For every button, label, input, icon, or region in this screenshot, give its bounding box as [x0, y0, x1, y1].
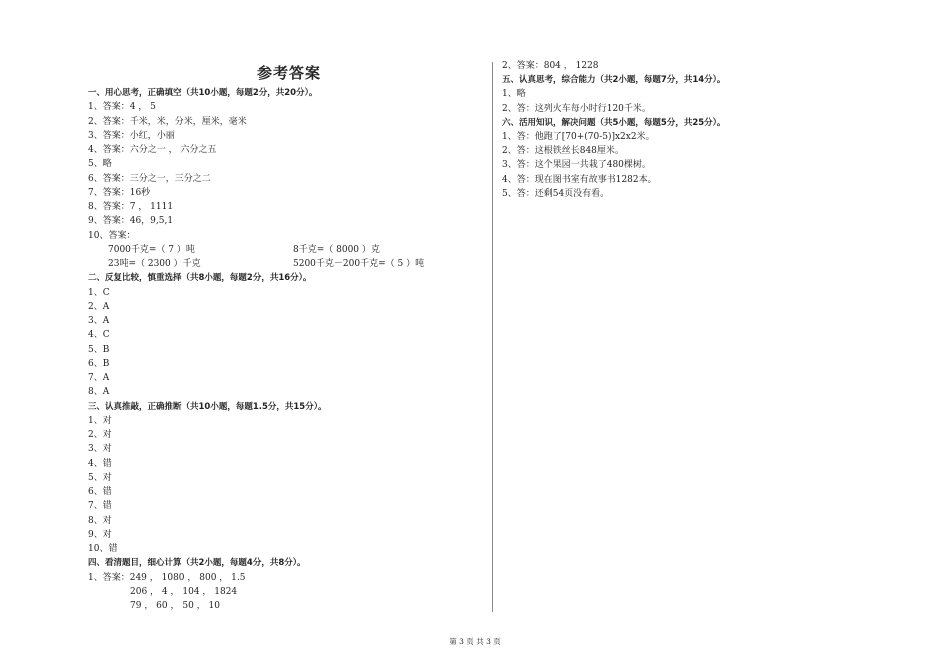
- answer-line: 2、答案：千米，米，分米，厘米，毫米: [88, 116, 247, 127]
- answer-line: 1、略: [502, 89, 526, 100]
- answer-line: 6、错: [88, 487, 112, 497]
- section-heading: 三、认真推敲，正确推断（共10小题，每题1.5分，共15分）。: [88, 401, 327, 412]
- answer-line: 79 ， 60 ， 50 ， 10: [130, 601, 220, 611]
- answer-line: 3、对: [88, 444, 112, 455]
- answer-line: 2、答：这根铁丝长848厘米。: [502, 146, 624, 157]
- answer-line: 2、答：这列火车每小时行120千米。: [502, 103, 651, 114]
- answer-line: 1、答案：249 ， 1080 ， 800 ， 1.5: [88, 572, 246, 583]
- answer-line: 4、错: [88, 458, 112, 469]
- answer-line: 10、答案：: [88, 230, 136, 241]
- answer-line: 7、答案：16秒: [88, 187, 151, 198]
- answer-line: 2、答案：804 ， 1228: [502, 61, 599, 71]
- answer-line: 9、答案：46，9,5,1: [88, 216, 174, 227]
- answer-line: 9、对: [88, 529, 112, 540]
- column-divider: [492, 62, 493, 612]
- answer-line: 10、错: [88, 544, 118, 554]
- answer-line: 1、答：他跑了[70+(70-5)]x2x2米。: [502, 132, 655, 142]
- answer-line: 7、错: [88, 501, 112, 512]
- section-heading: 一、用心思考，正确填空（共10小题，每题2分，共20分）。: [88, 88, 318, 98]
- answer-line: 2、A: [88, 301, 110, 312]
- page-title: 参考答案: [257, 64, 322, 82]
- answer-line: 23吨=（ 2300 ）千克: [108, 259, 201, 269]
- page-footer: 第 3 页 共 3 页: [449, 637, 501, 646]
- section-heading: 六、活用知识，解决问题（共5小题，每题5分，共25分）。: [502, 117, 726, 128]
- section-heading: 二、反复比较，慎重选择（共8小题，每题2分，共16分）。: [88, 273, 312, 284]
- answer-line: 3、A: [88, 316, 110, 326]
- answer-line: 4、答：现在图书室有故事书1282本。: [502, 174, 657, 185]
- section-heading: 四、看清题目，细心计算（共2小题，每题4分，共8分）。: [88, 558, 306, 569]
- answer-line: 3、答：这个果园一共栽了480棵树。: [502, 160, 651, 171]
- answer-line: 206 ， 4 ， 104 ， 1824: [130, 586, 238, 597]
- answer-line: 8、对: [88, 515, 112, 526]
- answer-line: 1、C: [88, 287, 110, 298]
- answer-line: 5、对: [88, 472, 112, 483]
- answer-line: 8、A: [88, 387, 110, 398]
- answer-line: 5、B: [88, 344, 110, 355]
- section-heading: 五、认真思考，综合能力（共2小题，每题7分，共14分）。: [502, 75, 726, 86]
- answer-line: 7000千克=（ 7 ）吨: [108, 244, 195, 255]
- answer-line: 1、对: [88, 415, 112, 426]
- answer-line: 5、答：还剩54页没有看。: [502, 188, 610, 199]
- answer-line: 1、答案：4 ， 5: [88, 102, 156, 113]
- answer-line: 3、答案：小红，小丽: [88, 130, 175, 141]
- answer-line: 6、答案：三分之一，三分之二: [88, 173, 211, 184]
- answer-line: 6、B: [88, 358, 110, 369]
- answer-line: 4、答案：六分之一 ， 六分之五: [88, 145, 217, 155]
- answer-line-second: 5200千克－200千克=（ 5 ）吨: [293, 259, 425, 269]
- answer-line: 5、略: [88, 159, 112, 170]
- answer-line: 4、C: [88, 330, 110, 341]
- answer-line: 2、对: [88, 430, 112, 440]
- answer-line: 7、A: [88, 373, 110, 383]
- answer-line-second: 8千克=（ 8000 ）克: [293, 244, 380, 255]
- answer-line: 8、答案：7 ， 1111: [88, 202, 174, 212]
